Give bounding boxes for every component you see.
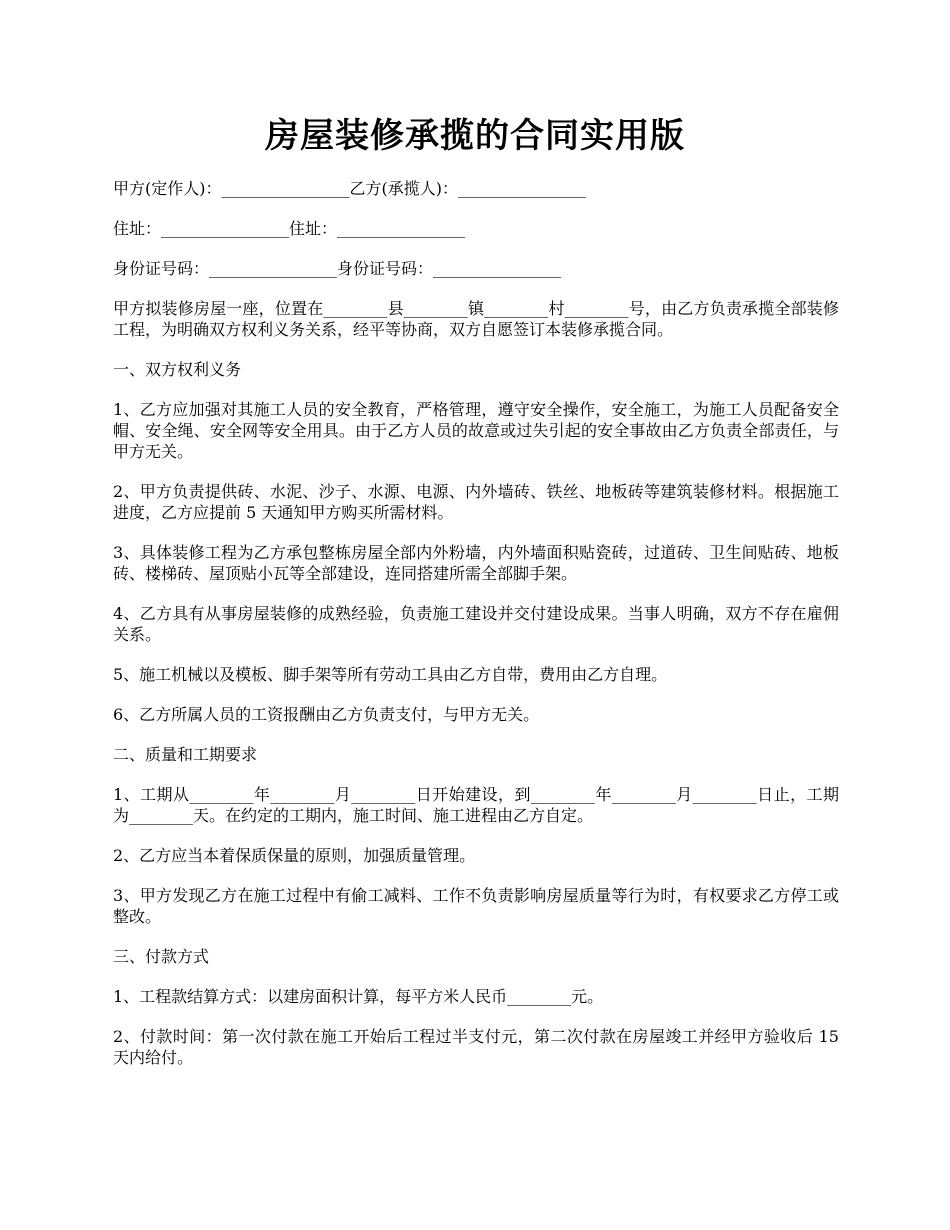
clause-1-6: 6、乙方所属人员的工资报酬由乙方负责支付，与甲方无关。 [113, 705, 540, 724]
section-heading-quality: 二、质量和工期要求 [113, 745, 258, 764]
section-heading-payment: 三、付款方式 [113, 947, 210, 966]
clause-1-2: 2、甲方负责提供砖、水泥、沙子、水源、电源、内外墙砖、铁丝、地板砖等建筑装修材料。根据施工进度，乙方应提前 5 天通知甲方购买所需材料。 [113, 482, 839, 522]
clause-3-1: 1、工程款结算方式：以建房面积计算，每平方米人民币________元。 [113, 987, 604, 1006]
clause-1-3: 3、具体装修工程为乙方承包整栋房屋全部内外粉墙，内外墙面积贴瓷砖，过道砖、卫生间贴砖、地板砖、楼梯砖、屋顶贴小瓦等全部建设，连同搭建所需全部脚手架。 [113, 543, 839, 583]
clause-1-4: 4、乙方具有从事房屋装修的成熟经验，负责施工建设并交付建设成果。当事人明确，双方不存在雇佣关系。 [113, 604, 839, 644]
clause-3-2: 2、付款时间：第一次付款在施工开始后工程过半支付元，第二次付款在房屋竣工并经甲方验收后 15 天内给付。 [113, 1027, 839, 1067]
clause-2-2: 2、乙方应当本着保质保量的原则，加强质量管理。 [113, 846, 476, 865]
clause-1-5: 5、施工机械以及模板、脚手架等所有劳动工具由乙方自带，费用由乙方自理。 [113, 665, 668, 684]
id-number-line: 身份证号码：________________身份证号码：________________ [113, 259, 562, 278]
section-heading-rights: 一、双方权利义务 [113, 360, 242, 379]
clause-2-3: 3、甲方发现乙方在施工过程中有偷工减料、工作不负责影响房屋质量等行为时，有权要求乙方停工或整改。 [113, 886, 839, 926]
document-body [113, 178, 839, 1087]
party-names-line: 甲方(定作人)：________________乙方(承揽人)：________________ [113, 179, 586, 198]
address-line: 住址：________________住址：________________ [113, 219, 466, 238]
document-title: 房屋装修承揽的合同实用版 [265, 116, 685, 156]
preamble-paragraph: 甲方拟装修房屋一座，位置在________县________镇________村________号，由乙方负责承揽全部装修工程，为明确双方权利义务关系，经平等协商，双方自愿签订本装修承揽合同。 [113, 299, 839, 339]
clause-2-1: 1、工期从________年________月________日开始建设，到________年________月________日止，工期为________天。在约定的工期内，施工时间、施工进程由乙方自定。 [113, 785, 839, 825]
clause-1-1: 1、乙方应加强对其施工人员的安全教育，严格管理，遵守安全操作，安全施工，为施工人员配备安全帽、安全绳、安全网等安全用具。由于乙方人员的故意或过失引起的安全事故由乙方负责全部责任，与甲方无关。 [113, 400, 839, 461]
